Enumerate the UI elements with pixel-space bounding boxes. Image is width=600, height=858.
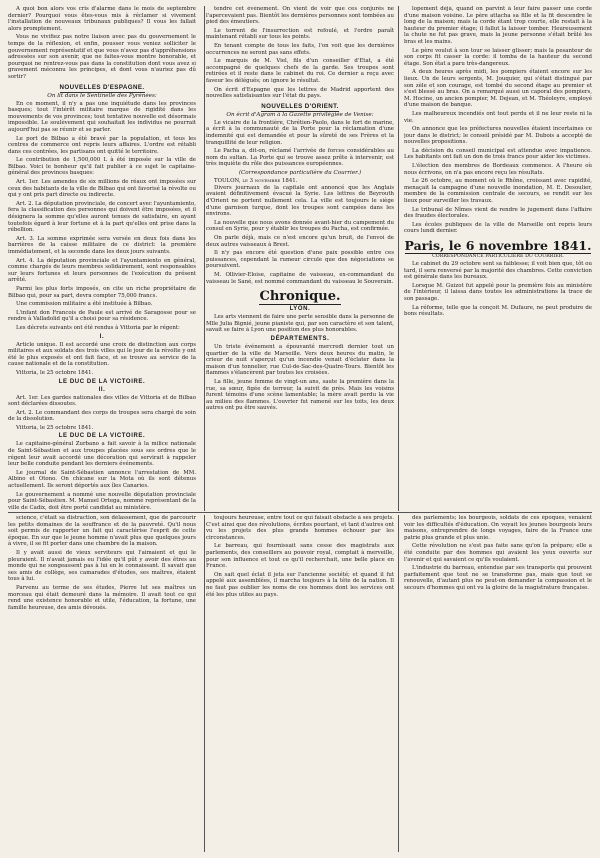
- column-3: [404, 6, 592, 511]
- article-paragraph: Art. 2. Le commandant des corps de troupes sera chargé du soin de la dissolution.: [8, 409, 196, 423]
- article-paragraph: Les écoles publiques de la ville de Marseille ont repris leurs cours lundi dernier.: [404, 221, 592, 235]
- correspondence-label: CORRESPONDANCE PARTICULIÈRE DU COURRIER.: [432, 254, 564, 259]
- article-paragraph: L'élection des membres de Bordeaux commence. A l'heure où nous écrivons, on n'a pas encore reçu les résultats.: [404, 163, 592, 176]
- article-paragraph: Art. 3. La somme exprimée sera versée en deux fois dans les barrières de la caisse militaire de ce district: la première immédiatement, et la seconde dans les deux jours suivants.: [8, 235, 196, 255]
- article-paragraph: A deux heures après midi, les pompiers étaient encore sur les lieux. Un de leurs sergents, M. Jouquier, qui s'était distingué par son zèle et son courage, est tombé du second étage au premier et s'est blessé au bras. On a remarqué aussi un caporal des pompiers, M. Hocine, un ancien pompier, M. Dejean, et M. Théoleyre, employé d'une maison de banque.: [404, 69, 592, 109]
- article-paragraph: Le tribunal de Nîmes vient de rendre le jugement dans l'affaire des fraudes électorales.: [404, 206, 592, 220]
- article-paragraph: Le journal de Saint-Sébastien annonce l'arrestation de MM. Albino et Otono. On chicane sur la Mota où ils sont détenus actuellement. Ils seront déportés aux îles Canaries.: [8, 469, 196, 490]
- article-paragraph: On parle déjà, mais ce n'est encore qu'un bruit, de l'envoi de deux autres vaisseaux à Brest.: [206, 235, 394, 248]
- dateline-toulon: TOULON, le 3 novembre 1841.: [214, 177, 298, 184]
- column-2: [206, 6, 394, 511]
- heading-spain: NOUVELLES D'ESPAGNE.: [59, 83, 145, 91]
- article-paragraph: Les arts viennent de faire une perte sensible dans la personne de Mlle Julia Bignié, jeune pianiste qui, par son caractère et son talent, savait se faire à Lyon une position des plus honorables.: [206, 314, 394, 334]
- article-paragraph: La fille, jeune femme de vingt-un ans, saute la première dans la rue, sa sœur, figée de terreur, la suivit de près. Mais les voisins furent témoins d'une scène lamentable; la mère avait perdu la vie au milieu des flammes. L'ouvrier fut ramené sur les toits, les deux autres ont pu être sauvés.: [206, 378, 394, 412]
- article-paragraph: En tenant compte de tous les faits, l'on voit que les dernières occurrences ne seront pas sans effets.: [206, 42, 394, 56]
- subheading-orient: On écrit d'Agram à la Gazette privilégiée de Venise:: [226, 111, 374, 118]
- article-paragraph: Art. 1er. Les amendes de six millions de réaux ont imposées sur ceux des habitants de la ville de Bilbao qui ont favorisé la révolte ou qui y ont pris part directe ou indirecte.: [8, 179, 196, 199]
- article-paragraph: Le marquis de M. Viel, fils d'un conseiller d'Etat, a été accompagné de quelques chefs de la garde. Ses troupes sont retirées et il reste dans le cabinet du roi. Ce dernier a reçu avec faveur les délégués; on ignore le résultat.: [206, 58, 394, 84]
- dateline: Vittoria, le 25 octobre 1841.: [16, 369, 94, 376]
- decree-number: II.: [98, 386, 106, 393]
- article-paragraph: Le vicaire de la frontière, Chrétien-Paolo, dans le fort de marine, a écrit à la communauté de la Porte pour la réclamation d'une indemnité qui est demandée et pour la sûreté de ses Frères et la tranquillité de leur religion.: [206, 119, 394, 146]
- article-paragraph: On écrit d'Espagne que les lettres de Madrid apportent des nouvelles satisfaisantes sur l'état du pays.: [206, 86, 394, 100]
- article-paragraph: Le père voulut à son tour se laisser glisser; mais la pesanteur de son corps fit casser la corde: il tomba de la hauteur du second étage. Son état a paru très-dangereux.: [404, 47, 592, 67]
- article-paragraph: Parvenu au terme de ses études, Pierre lut ses maîtres un morceau qui était demeuré dans la mémoire. Il avait tout ce qui rend une existence honorable et utile, l'éducation, la fortune, une famille heureuse, des amis dévoués.: [8, 584, 196, 611]
- article-paragraph: Article unique. Il est accordé une croix de distinction aux corps militaires et aux soldats des trois villes qui le jour de la révolte y ont été le plus exposés et ont fait face, et se trouve au service de la cause nationale et de la constitution.: [8, 341, 196, 368]
- article-paragraph: Lorsque M. Guizot fut appelé pour la première fois au ministère de l'intérieur, il laissa dans toutes les administrations la trace de son passage.: [404, 282, 592, 302]
- bottom-column-3: [404, 515, 592, 852]
- article-paragraph: Une commission militaire a été instituée à Bilbao.: [16, 301, 153, 308]
- article-paragraph: Parmi les plus forts imposés, on cite un riche propriétaire de Bilbao qui, pour sa part, devra compter 75,000 francs.: [8, 285, 196, 299]
- article-paragraph: L'industrie du barreau, entendue par ses transports qui prouvent parfaitement que tout ne se transforme pas, mais que tout se renouvelle, d'autant plus ne peut-on demander la compassion et le secours d'hommes qui ont vu la gloire de la magistrature française.: [404, 565, 592, 591]
- top-section: [8, 6, 592, 511]
- column-divider: [398, 515, 399, 852]
- column-divider: [398, 6, 399, 511]
- article-paragraph: Le contribution de 1,500,000 L à été imposée sur la ville de Bilbao. Voici le bonheur qu'il fait publier à ce sujet le capitaine-général des provinces basques:: [8, 157, 196, 177]
- bottom-column-1: [8, 515, 196, 852]
- article-paragraph: Cette révolution ne s'est pas faite sans qu'on la prépare; elle a été conduite par des hommes qui avaient les yeux ouverts sur l'avenir et qui savaient ce qu'ils voulaient.: [404, 543, 592, 563]
- decree-number: I.: [99, 333, 105, 340]
- correspondence-note: (Correspondance particulière du Courrier.): [238, 169, 362, 176]
- article-paragraph: La décision du conseil municipal est attendue avec impatience. Les habitants ont fait un don de trois francs pour aider les victimes.: [404, 147, 592, 161]
- bottom-section: [8, 515, 592, 852]
- bottom-column-2: [206, 515, 394, 852]
- article-paragraph: Il y avait aussi de vieux serviteurs qui l'aimaient et qui le pleuraient. Il n'avait jamais eu l'idée qu'il pût y avoir des êtres au monde qui ne songeassent pas à lui en le connaissant. Il savait que ses amis de collège, ses camarades d'études, ses maîtres, étaient tous à lui.: [8, 549, 196, 583]
- article-paragraph: On sait quel éclat il jeta sur l'ancienne société; et quand il fut appelé aux assemblées, il marcha toujours à la tête de la nation. Il ne faut pas oublier les noms de ces hommes dont les services ont été les plus utiles au pays.: [206, 571, 394, 598]
- heading-orient: NOUVELLES D'ORIENT.: [261, 102, 339, 110]
- chronique-title: Chronique.: [259, 289, 341, 305]
- article-paragraph: On annonce que les préfectures nouvelles étaient incertaines ce jour dans le district; le conseil présidé par M. Dubois a accepté de nouvelles propositions.: [404, 126, 592, 146]
- section-departements: DÉPARTEMENTS.: [270, 335, 330, 342]
- intro-paragraph: Vous ne vivifiez pas notre liaison avec pas du gouvernement le temps de la réflexion, et enfin, pousser vous veniez solliciter le gouvernement représentatif et que vous n'avez pas d'appréhensions adressées sur son avenir, que ne faites-vous montre honorable, et pourquoi ne rentrez-vous pas dans la constitution dont vous avez si gravement méconnu les principes, et dont vous n'auriez pas dû sortir?: [8, 34, 196, 80]
- article-paragraph: Art. 2. La députation provinciale, de concert avec l'ayuntamiento, fera la classification des personnes qui doivent être imposées, et il désignera la somme qu'elles auront tenues de satisfaire, en ayant toutefois égard à leur fortune et à la part qu'elles ont prise dans la rébellion.: [8, 200, 196, 234]
- article-paragraph: Le Pacha a, dit-on, réclamé l'arrivée de forces considérables au nom du sultan. La Porte qui se trouve assez prête à intervenir, est très inquiète du rôle des puissances européennes.: [206, 148, 394, 168]
- article-paragraph: Art. 1er. Les gardes nationales des villes de Vittoria et de Bilbao sont déclarées dissoutes.: [8, 394, 196, 408]
- article-paragraph: Le cabinet du 29 octobre sent sa faiblesse; il voit bien que, tôt ou tard, il sera renversé par la majorité des chambres. Cette conviction est générale dans les bureaux.: [404, 261, 592, 281]
- article-paragraph: Les malheureux incendiés ont tout perdu et il ne leur reste ni la vie.: [404, 110, 592, 124]
- dateline: Vittoria, le 25 octobre 1841.: [16, 424, 94, 431]
- article-paragraph: toujours heureuse, entre tout ce qui faisait obstacle à ses projets. C'est ainsi que des révolutions, écrites pourtant, et tant d'autres ont vu les projets des plus grands hommes échouer par les circonstances.: [206, 515, 394, 541]
- article-paragraph: Art. 4. La députation provinciale et l'ayuntamiento en général, comme chargés de leurs membres solidairement, sont responsables sur leurs fortunes et leurs personnes de l'exécution du présent arrêté.: [8, 257, 196, 284]
- article-paragraph: En ce moment, il n'y a pas une inquiétude dans les provinces basques; tout l'intérêt militaire marque de rigidité dans les mouvements de vos provinces; tout tentative nouvelle est désormais impossible. Le soulèvement qui souhaitait les individus ne pourrait aujourd'hui pas se réunir et se parler.: [8, 100, 196, 133]
- article-paragraph: Le 26 octobre, au moment où le Rhône, croissant avec rapidité, menaçait la campagne d'une nouvelle inondation, M. E. Desoulier, membre de la commission centrale de secours, se rendit sur les lieux pour surveiller les travaux.: [404, 178, 592, 205]
- article-paragraph: Le barreau, qui fournissait sans cesse des magistrats aux parlements, des conseillers au pouvoir royal, comptait à merveille, pour son influence et tout ce qu'il recherchait, une belle place en France.: [206, 543, 394, 570]
- article-paragraph: Divers journaux de la capitale ont annoncé que les Anglais avaient définitivement évacué la Syrie. Les lettres de Beyrouth d'Orient ne portent nullement cela. La ville est toujours le siège d'une garnison turque, dont les troupes sont campées dans les environs.: [206, 184, 394, 218]
- article-paragraph: tendre cet événement. On vient de voir que ces conjurés ne l'apercevaient pas. Bientôt les dernières personnes sont tombées au pied des émeutiers.: [206, 6, 394, 26]
- column-divider: [204, 515, 205, 852]
- article-paragraph: science, c'était sa distraction, son délassement, que de parcourir les petits domaines de la souffrance et de la pauvreté. Qu'il nous soit permis de rapporter un fait qui caractérise l'esprit de cette époque. En sur que le jeune homme n'avait plus que quelques jours à vivre, il se fit porter dans une chambre de la maison.: [8, 515, 196, 548]
- article-paragraph: Le port de Bilbao a été bravé par la population, et tous les centres de commerce ont repris leurs affaires. L'ordre est rétabli dans ces contrées, les partisans ont quitté le territoire.: [8, 135, 196, 155]
- article-paragraph: lopement déjà, quand on parvint à leur faire passer une corde d'une maison voisine. Le père attacha sa fille et la fit descendre le long de la maison; mais la corde étant trop courte, elle restait à la hauteur du premier étage; il fallut la laisser tomber. Heureusement la chute ne fut pas grave, mais la jeune personne s'était brûlé les bras et les mains.: [404, 6, 592, 45]
- intro-paragraph: A quoi bon alors vos cris d'alarme dans le mois de septembre dernier? Pourquoi vous êtes-vous mis à réclamer si vivement l'installation de nouveaux tribunaux publiques? Il vous les fallait alors promptement.: [8, 6, 196, 32]
- subheading-spain: On lit dans le Sentinelle des Pyrénées:: [47, 92, 157, 99]
- article-paragraph: Le capitaine-général Zurbano a fait savoir à la milice nationale de Saint-Sébastien et aux troupes placées sous ses ordres que le régent leur avait accordé une décoration qui servirait à rappeler leur belle conduite pendant les derniers événements.: [8, 441, 196, 468]
- article-paragraph: Un triste événement a épouvanté mercredi dernier tout un quartier de la ville de Marseille. Vers deux heures du matin, le crieur de nuit s'aperçut qu'un incendie venait d'éclater dans la maison d'un tonnelier, rue Cul-de-Sac-des-Quatre-Tours. Bientôt les flammes s'élancèrent par toutes les croisées.: [206, 343, 394, 377]
- signature: LE DUC DE LA VICTOIRE.: [58, 433, 146, 440]
- article-paragraph: La réforme, telle que la conçoit M. Dufaure, ne peut produire de bons résultats.: [404, 304, 592, 318]
- article-paragraph: M. Ollivier-Eloise, capitaine de vaisseau, ex-commandant du vaisseau le Sané, est nommé commandant du vaisseau le Souverain.: [206, 272, 394, 285]
- section-lyon: LYON.: [289, 306, 311, 313]
- article-paragraph: Le gouvernement a nommé une nouvelle députation provinciale pour Saint-Sébastien. M. Manuel Ortega, nommé représentant de la ville de Cadix, doit être porté candidat au ministère.: [8, 491, 196, 511]
- article-paragraph: La nouvelle que nous avons donnée avant-hier du campement du consul en Syrie, pour y établir les troupes du Pacha, est confirmée.: [206, 219, 394, 233]
- column-1: [8, 6, 196, 511]
- paris-title: Paris, le 6 novembre 1841.: [404, 238, 592, 253]
- section-divider: [8, 512, 592, 513]
- article-paragraph: Il n'y pas encore été question d'une paix possible entre ces puissances, cependant la rumeur circule que des négociations se poursuivent.: [206, 250, 394, 270]
- article-paragraph: L'infant don Francois de Paule est arrivé de Saragosse pour se rendre à Valladolid qu'il a choisi pour sa résidence.: [8, 309, 196, 323]
- column-divider: [204, 6, 205, 511]
- article-paragraph: Le torrent de l'insurrection est refoulé, et l'ordre paraît maintenant rétabli sur tous les points.: [206, 27, 394, 41]
- article-paragraph: des parlements; les bourgeois, soldats de ces époques, venaient voir les difficultés d'éducation. On voyait les jeunes bourgeois leurs maisons, entreprendre de longs voyages, faire de la France une patrie plus grande et plus unie.: [404, 515, 592, 541]
- signature: LE DUC DE LA VICTOIRE.: [58, 378, 146, 385]
- article-paragraph: Les décrets suivants ont été rendus à Vittoria par le régent:: [16, 324, 180, 331]
